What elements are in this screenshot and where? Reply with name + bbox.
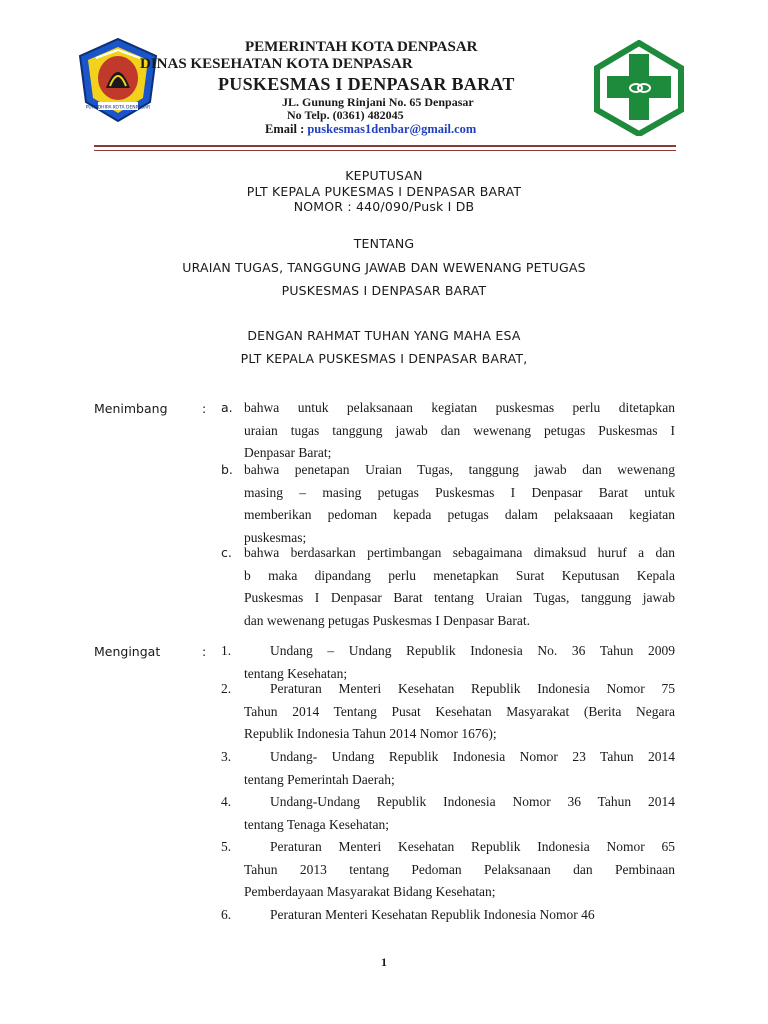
text-line: Undang – Undang Republik Indonesia No. 36 Tahun 2009: [270, 643, 675, 658]
address: JL. Gunung Rinjani No. 65 Denpasar: [282, 95, 474, 109]
text-line: uraian tugas tanggung jawab dan wewenang petugas Puskesmas I: [244, 422, 675, 438]
list-marker: b.: [221, 462, 233, 477]
text-line: Peraturan Menteri Kesehatan Republik Indonesia Nomor 65: [270, 839, 675, 854]
list-item: [244, 542, 675, 632]
text-line: Undang-Undang Republik Indonesia Nomor 36 Tahun 2014: [270, 794, 675, 809]
svg-text:PURADHIPA KOTA DENPASAR: PURADHIPA KOTA DENPASAR: [85, 105, 151, 111]
text-line: bahwa untuk pelaksanaan kegiatan puskesmas perlu ditetapkan: [244, 400, 675, 415]
list-item: [244, 836, 675, 904]
text-line: Republik Indonesia Tahun 2014 Nomor 1676);: [244, 726, 497, 741]
page-number: 1: [381, 955, 387, 969]
list-item: [244, 459, 675, 549]
doc-number: NOMOR : 440/090/Pusk I DB: [293, 199, 475, 214]
text-line: Peraturan Menteri Kesehatan Republik Indonesia Nomor 46: [270, 907, 595, 922]
list-marker: 2.: [221, 681, 232, 696]
doc-type: KEPUTUSAN: [345, 168, 423, 183]
section-colon: :: [202, 401, 207, 416]
list-item: [244, 746, 675, 791]
text-line: Pemberdayaan Masyarakat Bidang Kesehatan;: [244, 884, 496, 899]
text-line: Puskesmas I Denpasar Barat tentang Uraian Tugas, tanggung jawab: [244, 590, 675, 605]
subject-line-2: PUSKESMAS I DENPASAR BARAT: [281, 283, 487, 298]
text-line: bahwa penetapan Uraian Tugas, tanggung jawab dan wewenang: [244, 462, 675, 477]
text-line: tentang Pemerintah Daerah;: [244, 771, 395, 787]
preamble-line-2: PLT KEPALA PUSKESMAS I DENPASAR BARAT,: [240, 351, 528, 366]
puskesmas-logo: [592, 40, 686, 136]
list-marker: c.: [221, 545, 232, 560]
list-marker: 4.: [221, 794, 232, 809]
list-item: [244, 678, 675, 746]
email-label: Email :: [265, 122, 308, 136]
text-line: bahwa berdasarkan pertimbangan sebagaimana dimaksud huruf a dan: [244, 545, 675, 560]
text-line: Tahun 2013 tentang Pedoman Pelaksanaan dan Pembinaan: [244, 861, 675, 877]
email-link[interactable]: puskesmas1denbar@gmail.com: [307, 122, 477, 136]
header-rule-thick: [94, 145, 676, 147]
list-item: [244, 397, 675, 465]
text-line: tentang Kesehatan;: [244, 665, 348, 681]
text-line: memberikan pedoman kepada petugas dalam pelaksaaan kegiatan: [244, 507, 675, 522]
list-marker: a.: [221, 400, 233, 415]
text-line: Undang- Undang Republik Indonesia Nomor 23 Tahun 2014: [270, 749, 675, 764]
text-line: Peraturan Menteri Kesehatan Republik Indonesia Nomor 75: [270, 681, 675, 696]
section-label-mengingat: Mengingat: [94, 644, 161, 659]
list-item: [244, 904, 675, 927]
gov-name: PEMERINTAH KOTA DENPASAR: [245, 39, 478, 55]
phone: No Telp. (0361) 482045: [287, 108, 404, 122]
text-line: dan wewenang petugas Puskesmas I Denpasar Barat.: [244, 612, 531, 628]
text-line: tentang Tenaga Kesehatan;: [244, 816, 389, 832]
list-marker: 3.: [221, 749, 232, 764]
text-line: b maka dipandang perlu menetapkan Surat Keputusan Kepala: [244, 567, 675, 583]
text-line: Tahun 2014 Tentang Pusat Kesehatan Masyarakat (Berita Negara: [244, 703, 675, 719]
list-item: [244, 791, 675, 836]
text-line: Denpasar Barat;: [244, 445, 332, 460]
header-rule-thin: [94, 150, 676, 151]
list-marker: 6.: [221, 907, 232, 922]
facility-name: PUSKESMAS I DENPASAR BARAT: [218, 74, 515, 94]
email-line: [265, 122, 476, 137]
city-emblem-logo: [74, 36, 162, 124]
about-heading: TENTANG: [353, 236, 415, 251]
text-line: puskesmas;: [244, 529, 307, 545]
issuer: PLT KEPALA PUKESMAS I DENPASAR BARAT: [246, 184, 522, 199]
section-colon: :: [202, 644, 207, 659]
text-line: masing – masing petugas Puskesmas I Denpasar Barat untuk: [244, 484, 675, 500]
list-marker: 5.: [221, 839, 232, 854]
list-marker: 1.: [221, 643, 232, 658]
section-label-menimbang: Menimbang: [94, 401, 168, 416]
preamble-line-1: DENGAN RAHMAT TUHAN YANG MAHA ESA: [247, 328, 521, 343]
dept-name: DINAS KESEHATAN KOTA DENPASAR: [140, 56, 413, 72]
subject-line-1: URAIAN TUGAS, TANGGUNG JAWAB DAN WEWENANG PETUGAS: [182, 260, 586, 275]
